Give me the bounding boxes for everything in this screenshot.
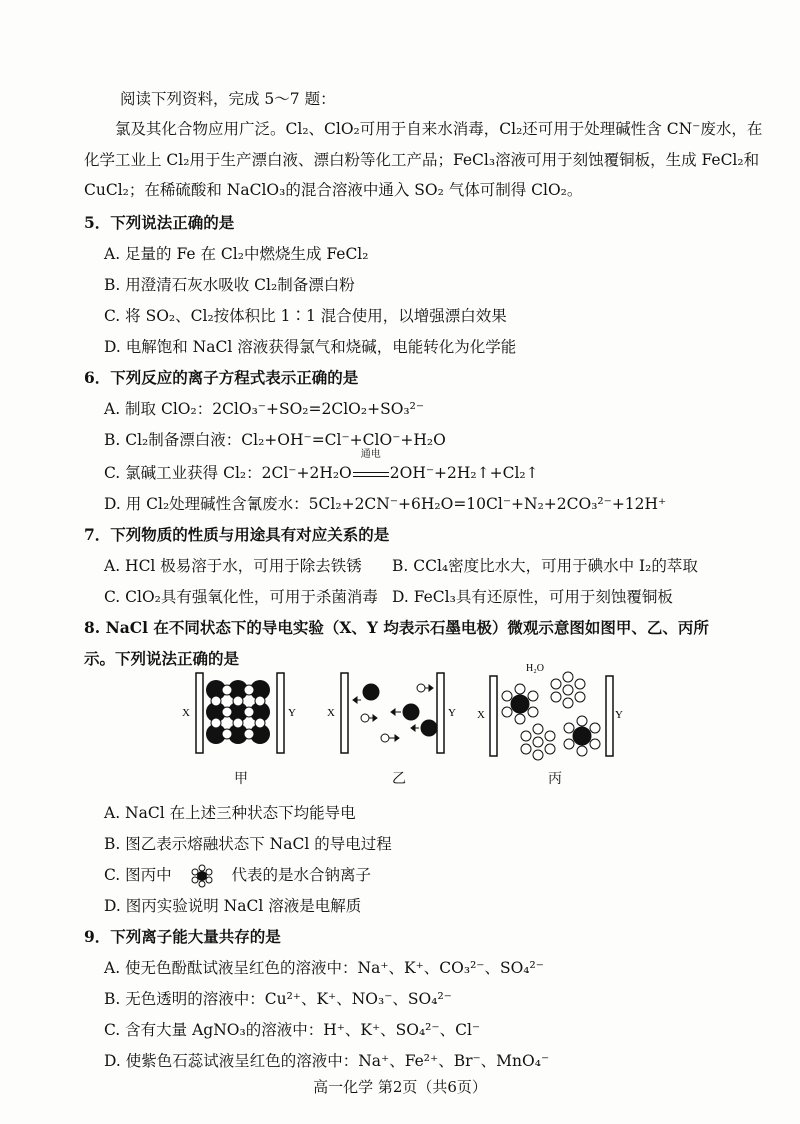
figure-jia-solid-nacl [180, 668, 300, 763]
reading-intro: 阅读下列资料，完成 5～7 题： [120, 90, 336, 108]
electrolysis-condition: 通电 [360, 449, 381, 460]
reading-passage: 氯及其化合物应用广泛。Cl₂、ClO₂可用于自来水消毒，Cl₂还可用于处理碱性含 CN⁻废水，在化学工业上 Cl₂用于生产漂白液、漂白粉等化工产品；FeCl₃溶液可用于刻蚀覆铜板，生成 FeCl₂和 CuCl₂；在稀硫酸和 NaClO₃的混合溶液中通入 SO₂ 气体可制得 ClO₂。 [84, 120, 763, 199]
q6-option-c-lhs: C. 氯碱工业获得 Cl₂：2Cl⁻+2H₂O [104, 464, 352, 482]
water-molecule-label: H₂O [526, 663, 544, 674]
q9-option-b: B. 无色透明的溶液中：Cu²⁺、K⁺、NO₃⁻、SO₄²⁻ [104, 990, 452, 1008]
q7-option-a: A. HCl 极易溶于水，可用于除去铁锈 [104, 557, 362, 575]
electrode-y-label: Y [448, 707, 456, 719]
q8-option-c [104, 864, 371, 888]
ion-lattice [206, 680, 270, 744]
q6-option-c [104, 449, 539, 484]
q5-option-b: B. 用澄清石灰水吸收 Cl₂制备漂白粉 [104, 276, 355, 294]
figure-label-jia: 甲 [234, 771, 248, 787]
electrode-y-label: Y [288, 707, 296, 719]
electrode-x-label: X [477, 709, 485, 721]
double-line-sign [353, 472, 389, 477]
figure-bing-nacl-solution [476, 660, 626, 766]
hydrated-ions [502, 672, 600, 760]
figure-label-bing: 丙 [548, 771, 562, 787]
question-7-stem: 7．下列物质的性质与用途具有对应关系的是 [84, 525, 390, 544]
electrode-x-label: X [182, 707, 190, 719]
q6-option-a: A. 制取 ClO₂：2ClO₃⁻+SO₂=2ClO₂+SO₃²⁻ [104, 400, 425, 418]
q8-option-c-post: 代表的是水合钠离子 [231, 866, 372, 884]
question-6-stem: 6．下列反应的离子方程式表示正确的是 [84, 368, 359, 387]
electrode-y-label: Y [615, 709, 623, 721]
ions-moving [353, 684, 437, 742]
electrolysis-arrow [352, 449, 390, 484]
page-footer: 高一化学 第2页（共6页） [313, 1078, 487, 1096]
question-8-stem-2: 示。下列说法正确的是 [84, 649, 240, 668]
q8-option-c-pre: C. 图丙中 [104, 866, 172, 884]
figure-label-yi: 乙 [392, 771, 406, 787]
q6-option-c-rhs: 2OH⁻+2H₂↑+Cl₂↑ [389, 464, 539, 482]
q8-option-b: B. 图乙表示熔融状态下 NaCl 的导电过程 [104, 835, 392, 853]
question-8-stem-1: 8. NaCl 在不同状态下的导电实验（X、Y 均表示石墨电极）微观示意图如图甲、乙、丙所 [84, 618, 709, 637]
q6-option-d: D. 用 Cl₂处理碱性含氰废水：5Cl₂+2CN⁻+6H₂O=10Cl⁻+N₂+2CO₃²⁻+12H⁺ [104, 495, 667, 513]
question-9-stem: 9．下列离子能大量共存的是 [84, 927, 281, 946]
hydrated-ion-icon [185, 864, 219, 888]
q5-option-c: C. 将 SO₂、Cl₂按体积比 1∶1 混合使用，以增强漂白效果 [104, 307, 507, 325]
q7-option-d: D. FeCl₃具有还原性，可用于刻蚀覆铜板 [392, 588, 673, 606]
electrode-x-label: X [327, 707, 335, 719]
q9-option-c: C. 含有大量 AgNO₃的溶液中：H⁺、K⁺、SO₄²⁻、Cl⁻ [104, 1021, 481, 1039]
q5-option-d: D. 电解饱和 NaCl 溶液获得氯气和烧碱，电能转化为化学能 [104, 338, 517, 356]
q5-option-a: A. 足量的 Fe 在 Cl₂中燃烧生成 FeCl₂ [104, 245, 369, 263]
q9-option-a: A. 使无色酚酞试液呈红色的溶液中：Na⁺、K⁺、CO₃²⁻、SO₄²⁻ [104, 959, 544, 977]
q9-option-d: D. 使紫色石蕊试液呈红色的溶液中：Na⁺、Fe²⁺、Br⁻、MnO₄⁻ [104, 1052, 550, 1070]
figure-yi-molten-nacl [325, 668, 460, 763]
q7-option-c: C. ClO₂具有强氧化性，可用于杀菌消毒 [104, 588, 378, 606]
q8-option-d: D. 图丙实验说明 NaCl 溶液是电解质 [104, 897, 362, 915]
q8-option-a: A. NaCl 在上述三种状态下均能导电 [104, 804, 356, 822]
q7-option-b: B. CCl₄密度比水大，可用于碘水中 I₂的萃取 [392, 557, 698, 575]
question-5-stem: 5．下列说法正确的是 [84, 213, 235, 232]
q6-option-b: B. Cl₂制备漂白液：Cl₂+OH⁻=Cl⁻+ClO⁻+H₂O [104, 431, 446, 449]
